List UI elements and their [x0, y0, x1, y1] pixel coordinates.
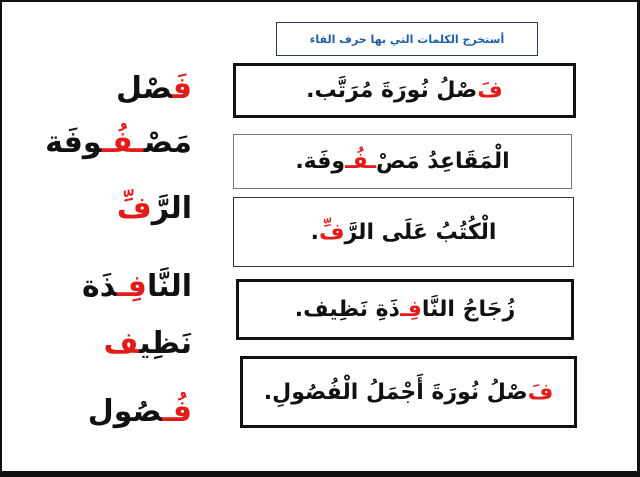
sentence-box-4: [236, 279, 574, 340]
sentence-highlight: فَ: [477, 78, 503, 103]
extracted-word-6: [87, 394, 192, 429]
word-highlight: فِـ: [117, 269, 147, 304]
sentence-text-before: الْمَقَاعِدُ مَصْ: [375, 149, 510, 174]
sentence-highlight: فِـ: [399, 297, 422, 322]
word-highlight: فَ: [172, 71, 192, 106]
sentence-text-after: ذَةِ نَظِيف.: [294, 297, 400, 322]
extracted-word-2: [45, 125, 192, 160]
word-text-after: وفَة: [45, 125, 102, 160]
sentence-text-before: الْكُتُبُ عَلَى الرَّ: [344, 219, 497, 245]
word-text-before: النَّا: [146, 269, 192, 304]
word-highlight: ـفُـ: [101, 125, 144, 160]
word-highlight: فُـ: [162, 394, 192, 429]
word-text-before: نَظِي: [139, 326, 192, 361]
sentence-box-1: [233, 63, 576, 118]
sentence-box-3: [233, 197, 574, 267]
sentence-text-after: صْلُ نُورَةَ مُرَتَّب.: [306, 78, 478, 103]
word-text-before: مَصْ: [143, 125, 192, 160]
sentence-box-2: [233, 134, 572, 189]
extracted-word-3: [116, 191, 192, 226]
extracted-word-4: [81, 269, 192, 304]
sentence-highlight: ـفُـ: [345, 149, 376, 174]
word-text-before: الرَّ: [151, 191, 192, 226]
extracted-word-1: [116, 71, 192, 106]
word-highlight: ف: [103, 326, 140, 361]
word-text-after: ذَة: [81, 269, 118, 304]
word-text-after: صْل: [116, 71, 173, 106]
word-highlight: فِّ: [116, 191, 152, 226]
sentence-text-after: .: [310, 219, 319, 245]
sentence-highlight: فَ: [527, 379, 554, 405]
extracted-word-5: [103, 326, 192, 361]
sentence-highlight: فِّ: [318, 219, 345, 245]
sentence-text-after: وفَة.: [295, 149, 346, 174]
sentence-box-5: [240, 356, 577, 428]
sentence-text-after: صْلُ نُورَةَ أَجْمَلُ الْفُصُولِ.: [263, 379, 528, 405]
sentence-text-before: زُجَاجُ النَّا: [421, 297, 516, 322]
instruction-text: أستخرج الكلمات التي بها حرف الفاء: [309, 32, 505, 46]
word-text-after: صُول: [87, 394, 163, 429]
instruction-box: [276, 22, 538, 56]
